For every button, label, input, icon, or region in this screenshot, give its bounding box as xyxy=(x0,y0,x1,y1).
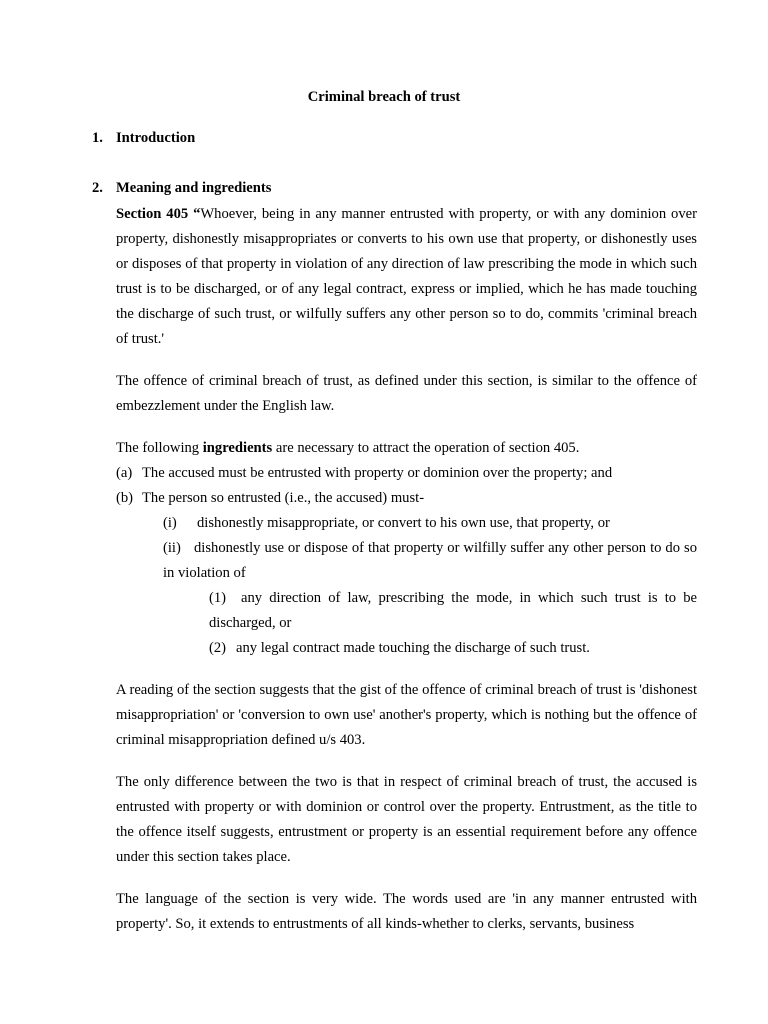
sub-sub-item-text: any legal contract made touching the discharge of such trust. xyxy=(236,640,590,656)
heading-introduction xyxy=(92,129,195,147)
list-marker: (ii) xyxy=(163,540,181,556)
ingredients-block xyxy=(116,436,697,661)
sub-sub-item xyxy=(116,636,697,661)
section-405-paragraph xyxy=(116,202,697,352)
sub-item xyxy=(116,536,697,586)
heading-meaning xyxy=(92,179,271,197)
heading-number: 2. xyxy=(92,180,103,196)
list-marker: (a) xyxy=(116,465,133,481)
list-marker: (b) xyxy=(116,490,134,506)
section-405-text: Whoever, being in any manner entrusted with property, or with any dominion over property, dishonestly misappropriates or converts to his own use that property, or dishonestly uses or disposes of that property in violation of any direction of law prescribing the mode in which such trust is to be discharged, or of any legal contract, express or implied, which he has made touching the discharge of such trust, or wilfully suffers any other person so to do, commits 'criminal breach of trust.' xyxy=(116,206,697,347)
sub-item-text: dishonestly use or dispose of that property or wilfilly suffer any other person to do so in violation of xyxy=(163,540,697,581)
heading-text: Meaning and ingredients xyxy=(116,180,272,196)
section-body xyxy=(116,202,697,937)
ingredient-item xyxy=(116,461,697,486)
section-405-label: Section 405 “ xyxy=(116,206,201,222)
sub-sub-item-text: any direction of law, prescribing the mode, in which such trust is to be discharged, or xyxy=(209,590,697,631)
list-marker: (i) xyxy=(163,515,177,531)
document-title: Criminal breach of trust xyxy=(307,89,461,105)
list-marker: (2) xyxy=(209,640,227,656)
heading-text: Introduction xyxy=(116,130,196,146)
ingredient-text: The person so entrusted (i.e., the accused) must- xyxy=(142,490,425,506)
ingredients-bold: ingredients xyxy=(202,440,273,456)
ingredient-text: The accused must be entrusted with property or dominion over the property; and xyxy=(142,465,613,481)
sub-item-text: dishonestly misappropriate, or convert to his own use, that property, or xyxy=(197,515,610,531)
difference-paragraph: The only difference between the two is that in respect of criminal breach of trust, the accused is entrusted with property or with dominion or control over the property. Entrustment, as the title to the offence itself suggests, entrustment or property is an essential requirement before any offence under this section takes place. xyxy=(116,774,697,865)
gist-paragraph: A reading of the section suggests that the gist of the offence of criminal breach of trust is 'dishonest misappropriation' or 'conversion to own use' another's property, which is nothing but the offence of criminal misappropriation defined u/s 403. xyxy=(116,682,697,748)
ingredients-intro: The following ingredients are necessary to attract the operation of section 405. xyxy=(116,440,580,456)
sub-sub-item xyxy=(116,586,697,636)
sub-item xyxy=(116,511,697,536)
heading-number: 1. xyxy=(92,130,103,146)
language-paragraph: The language of the section is very wide. The words used are 'in any manner entrusted with property'. So, it extends to entrustments of all kinds-whether to clerks, servants, business xyxy=(116,891,697,932)
embezzlement-paragraph: The offence of criminal breach of trust, as defined under this section, is similar to the offence of embezzlement under the English law. xyxy=(116,373,697,414)
list-marker: (1) xyxy=(209,590,227,606)
ingredient-item xyxy=(116,486,697,511)
